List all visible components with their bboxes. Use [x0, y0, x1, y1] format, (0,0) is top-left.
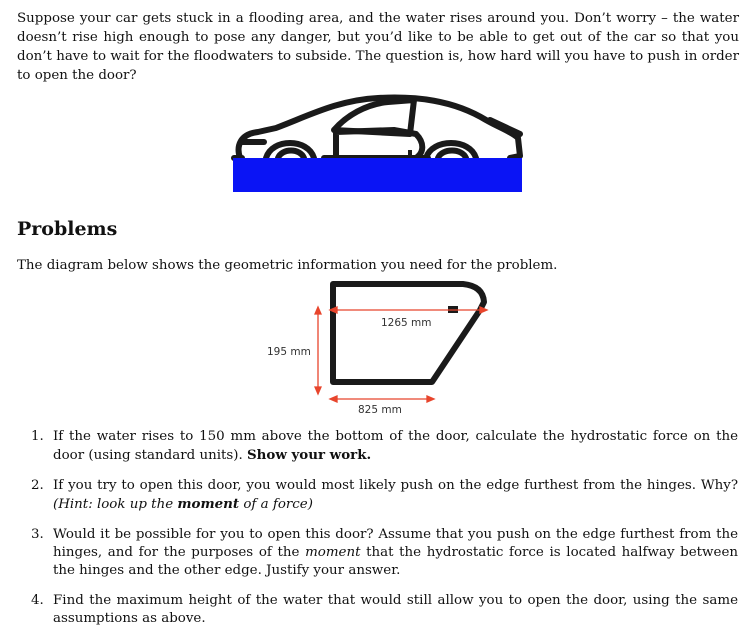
problem-hint: [53, 497, 313, 512]
height-label: 195 mm: [267, 346, 311, 358]
problem-text: Would it be possible for you to open this door? Assume that you push on the edge furthest from the hinges, and for the purposes of the: [53, 527, 738, 560]
problem-emphasis: Show your work.: [246, 447, 372, 463]
door-outline: [333, 284, 484, 382]
rear-wheel: [438, 151, 466, 159]
problem-item-1: [22, 428, 738, 465]
problem-text: If the water rises to 150 mm above the bottom of the door, calculate the hydrostatic force on the door (using standard units).: [53, 429, 738, 463]
bottom-width-dimension: [330, 396, 434, 402]
top-width-dimension: [330, 307, 487, 313]
hint-keyword: moment: [177, 496, 240, 512]
car-icon: [234, 98, 520, 160]
door-dimension-diagram: [258, 276, 498, 416]
problem-text: If you try to open this door, you would most likely push on the edge furthest from the hinges. Why?: [53, 478, 738, 493]
problems-heading: Problems: [17, 218, 118, 240]
hint-text: of a force): [243, 497, 313, 512]
problem-number: 2.: [31, 478, 44, 493]
top-width-label: 1265 mm: [381, 317, 432, 329]
height-dimension: [315, 307, 321, 394]
problem-number: 3.: [31, 527, 44, 542]
problem-number: 4.: [31, 593, 44, 608]
problem-item-2: [22, 477, 738, 514]
diagram-intro-text: The diagram below shows the geometric information you need for the problem.: [17, 258, 558, 273]
problem-number: 1.: [31, 429, 44, 444]
problem-item-4: [22, 592, 738, 628]
problem-text: Find the maximum height of the water that would still allow you to open the door, using the same assumptions as above.: [53, 593, 738, 626]
floodwater-fill: [233, 158, 522, 192]
front-wheel: [278, 151, 304, 159]
bottom-width-label: 825 mm: [358, 404, 402, 416]
hint-text: (Hint: look up the: [53, 497, 174, 512]
problem-list: [22, 428, 738, 640]
problem-text: that the hydrostatic force is located halfway between the hinges and the other edge. Justify your answer.: [53, 545, 738, 578]
intro-paragraph: Suppose your car gets stuck in a flooding area, and the water rises around you. Don’t worry – the water doesn’t rise high enough to pose any danger, but you’d like to be able to get out of the car so that you don’t have to wait for the floodwaters to subside. The question is, how hard will you have to push in order to open the door?: [17, 11, 739, 83]
problem-keyword: moment: [305, 545, 361, 560]
car-door-handle: [408, 150, 412, 156]
problem-item-3: [22, 526, 738, 580]
car-in-flood-illustration: [228, 90, 528, 195]
